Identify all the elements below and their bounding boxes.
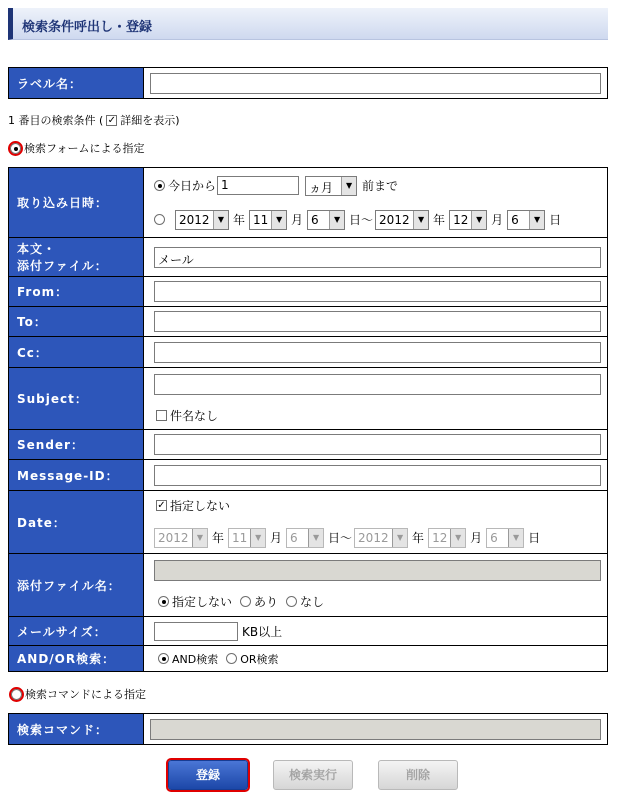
mail-size-label: メールサイズ： — [9, 617, 144, 646]
year-label: 年 — [412, 531, 425, 545]
label-name-label: ラベル名： — [9, 68, 144, 99]
year-label: 年 — [212, 531, 225, 545]
message-id-label: Message-ID： — [9, 460, 144, 491]
and-search-label: AND検索 — [172, 652, 219, 666]
sender-input[interactable] — [154, 434, 601, 455]
label-name-table — [8, 67, 608, 99]
or-search-radio[interactable] — [226, 653, 237, 664]
body-input[interactable]: メール — [154, 247, 601, 268]
mode-form-row — [10, 140, 144, 156]
range-tilde-label: 日～ — [349, 213, 374, 227]
date-no-spec-checkbox[interactable]: ✓ — [157, 499, 166, 511]
cc-label: Cc： — [9, 337, 144, 368]
import-day-to-select[interactable]: 6 ▼ — [507, 210, 545, 230]
mode-command-label: 検索コマンドによる指定 — [25, 688, 146, 701]
date-label: Date： — [9, 491, 144, 554]
show-details-label: 詳細を表示 — [120, 114, 176, 127]
no-subject-label: 件名なし — [170, 408, 219, 423]
attachment-name-label: 添付ファイル名： — [9, 554, 144, 617]
command-label: 検索コマンド： — [9, 714, 144, 745]
chevron-down-icon: ▼ — [450, 529, 465, 547]
body-label — [9, 238, 144, 277]
from-input[interactable] — [154, 281, 601, 302]
date-no-spec-label: 指定しない — [170, 498, 231, 513]
mail-size-unit: KB以上 — [242, 624, 283, 639]
date-month-from-select[interactable]: 11 ▼ — [228, 528, 266, 548]
year-label: 年 — [233, 213, 246, 227]
command-table — [8, 713, 608, 745]
attachment-name-input[interactable] — [154, 560, 601, 581]
attachment-yes-radio[interactable] — [240, 596, 251, 607]
import-absolute-radio[interactable] — [154, 214, 165, 225]
import-relative-prefix: 今日から — [168, 179, 217, 193]
or-search-label: OR検索 — [240, 652, 279, 666]
delete-button[interactable]: 削除 — [378, 760, 458, 790]
day-label: 日 — [549, 213, 562, 227]
attachment-yes-label: あり — [254, 595, 279, 609]
date-year-to-select[interactable]: 2012 ▼ — [354, 528, 408, 548]
cc-input[interactable] — [154, 342, 601, 363]
attachment-no-radio[interactable] — [286, 596, 297, 607]
subject-label: Subject： — [9, 368, 144, 430]
chevron-down-icon: ▼ — [413, 211, 428, 229]
month-label: 月 — [291, 213, 304, 227]
subject-input[interactable] — [154, 374, 601, 395]
sender-label: Sender： — [9, 430, 144, 460]
import-relative-suffix: 前まで — [362, 179, 399, 193]
date-year-from-select[interactable]: 2012 ▼ — [154, 528, 208, 548]
month-label: 月 — [491, 213, 504, 227]
to-label: To： — [9, 307, 144, 337]
chevron-down-icon: ▼ — [250, 529, 265, 547]
chevron-down-icon: ▼ — [308, 529, 323, 547]
month-label: 月 — [470, 531, 483, 545]
search-execute-button[interactable]: 検索実行 — [273, 760, 353, 790]
import-year-to-select[interactable]: 2012 ▼ — [375, 210, 429, 230]
mode-command-row — [11, 686, 146, 702]
search-form-table — [8, 167, 608, 672]
chevron-down-icon: ▼ — [508, 529, 523, 547]
condition-suffix: ) — [175, 113, 180, 127]
attachment-no-label: なし — [300, 595, 325, 609]
import-relative-radio[interactable] — [154, 180, 165, 191]
day-label: 日 — [528, 531, 541, 545]
no-subject-checkbox[interactable] — [156, 410, 167, 421]
message-id-input[interactable] — [154, 465, 601, 486]
import-day-from-select[interactable]: 6 ▼ — [307, 210, 345, 230]
body-label-line2: 添付ファイル： — [17, 259, 108, 273]
page-title: 検索条件呼出し・登録 — [22, 20, 153, 35]
import-date-label: 取り込み日時： — [9, 168, 144, 238]
chevron-down-icon: ▼ — [271, 211, 286, 229]
import-month-to-select[interactable]: 12 ▼ — [449, 210, 487, 230]
chevron-down-icon: ▼ — [329, 211, 344, 229]
condition-line — [8, 112, 180, 128]
mode-form-radio[interactable] — [10, 143, 21, 154]
command-input[interactable] — [150, 719, 601, 740]
chevron-down-icon: ▼ — [529, 211, 544, 229]
date-month-to-select[interactable]: 12 ▼ — [428, 528, 466, 548]
import-month-from-select[interactable]: 11 ▼ — [249, 210, 287, 230]
date-day-to-select[interactable]: 6 ▼ — [486, 528, 524, 548]
and-search-radio[interactable] — [158, 653, 169, 664]
page-title-bar — [8, 8, 608, 40]
label-name-input[interactable] — [150, 73, 601, 94]
mode-command-radio[interactable] — [11, 689, 22, 700]
month-label: 月 — [270, 531, 283, 545]
date-day-from-select[interactable]: 6 ▼ — [286, 528, 324, 548]
body-label-line1: 本文・ — [17, 242, 57, 256]
chevron-down-icon: ▼ — [192, 529, 207, 547]
chevron-down-icon: ▼ — [213, 211, 228, 229]
from-label: From： — [9, 277, 144, 307]
chevron-down-icon: ▼ — [341, 177, 356, 195]
mode-form-label: 検索フォームによる指定 — [24, 142, 145, 155]
range-tilde-label: 日～ — [328, 531, 353, 545]
attachment-none-radio[interactable] — [158, 596, 169, 607]
import-relative-unit-select[interactable]: ヵ月 ▼ — [305, 176, 357, 196]
import-relative-input[interactable]: 1 — [217, 176, 299, 195]
condition-prefix: 1 番目の検索条件 ( — [8, 114, 104, 127]
and-or-label: AND/OR検索： — [9, 646, 144, 672]
year-label: 年 — [433, 213, 446, 227]
attachment-none-label: 指定しない — [172, 595, 233, 609]
show-details-checkbox[interactable]: ✓ — [107, 114, 116, 126]
chevron-down-icon: ▼ — [471, 211, 486, 229]
mail-size-input[interactable] — [154, 622, 238, 641]
chevron-down-icon: ▼ — [392, 529, 407, 547]
register-button[interactable]: 登録 — [168, 760, 248, 790]
to-input[interactable] — [154, 311, 601, 332]
import-year-from-select[interactable]: 2012 ▼ — [175, 210, 229, 230]
